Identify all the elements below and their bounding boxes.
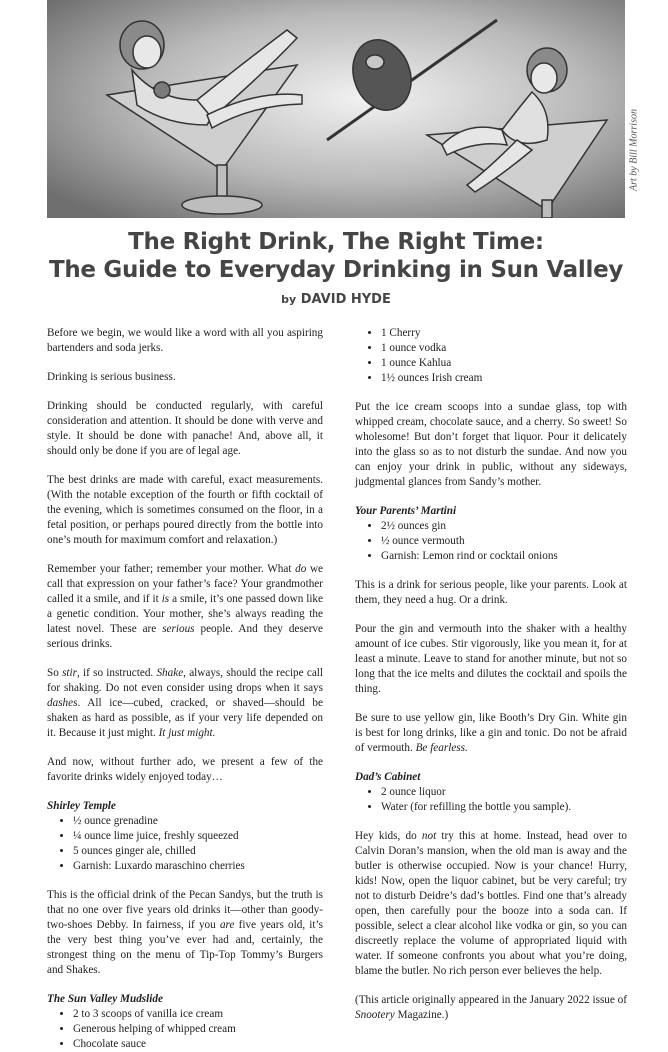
paragraph: Remember your father; remember your mother. What do we call that expression on your father’s face? Your grandmother called it a smile, and if it is a smile, it’s one passed down like a genetic condition. Your mother, she’s always reading the latest novel. These are serious people. And they deserve serious drinks.: [47, 563, 323, 650]
list-item: • 1 ounce Kahlua: [381, 356, 627, 371]
ingredient-list-shirley-temple: [47, 814, 323, 874]
paragraph: Drinking should be conducted regularly, with careful consideration and attention. It should be done with verve and style. It should be done with panache! And, above all, it should only be done if you are of legal age.: [47, 400, 323, 457]
ingredient-list-dads-cabinet: [355, 785, 627, 815]
paragraph: Pour the gin and vermouth into the shaker with a healthy amount of ice cubes. Stir vigorously, like you mean it, for at least a minute. Leave to stand for another minute, but not so long that the ice melts and dilutes the cocktail and spoils the thing.: [355, 623, 627, 695]
list-item: • 5 ounces ginger ale, chilled: [73, 844, 323, 859]
recipe-title-shirley-temple: Shirley Temple: [47, 800, 116, 812]
list-item: • Generous helping of whipped cream: [73, 1022, 323, 1037]
cocktail-illustration: [47, 0, 625, 218]
ingredient-list-mudslide-continued: [355, 326, 627, 386]
paragraph: Before we begin, we would like a word with all you aspiring bartenders and soda jerks.: [47, 327, 323, 354]
author-name: DAVID HYDE: [300, 292, 391, 307]
paragraph: This is a drink for serious people, like your parents. Look at them, they need a hug. Or a drink.: [355, 579, 627, 606]
paragraph: This is the official drink of the Pecan Sandys, but the truth is that no one over five years old drinks it—other than goody-two-shoes Debby. In fairness, if you are five years old, it’s the very best thing you’ve ever had and, certainly, the strongest thing on the menu of Tip-Top Tommy’s Burgers and Shakes.: [47, 889, 323, 976]
byline: [47, 292, 625, 307]
list-item: • Water (for refilling the bottle you sample).: [381, 800, 627, 815]
recipe-title-mudslide: The Sun Valley Mudslide: [47, 993, 163, 1005]
paragraph: Put the ice cream scoops into a sundae glass, top with whipped cream, chocolate sauce, and a cherry. So sweet! So wholesome! But don’t forget that liquor. Pour it delicately into the glass so as to not disturb the sundae. And now you can enjoy your drink in public, without any sideways, judgmental glances from Sandy’s mother.: [355, 401, 627, 488]
list-item: • Garnish: Luxardo maraschino cherries: [73, 859, 323, 874]
list-item: • ½ ounce vermouth: [381, 534, 627, 549]
list-item: • ½ ounce grenadine: [73, 814, 323, 829]
byline-by: by: [281, 293, 297, 306]
paragraph: Hey kids, do not try this at home. Instead, head over to Calvin Doran’s mansion, when the old man is away and the butler is otherwise occupied. Now is your chance! Hurry, kids! Now, open the liquor cabinet, but be very careful; try not to disturb Deidre’s dad’s bottles. Find one that’s already open, then carefully pour the booze into a soda can. If possible, select a clear alcohol like vodka or gin, so you can discreetly replace the volume of appropriated liquid with water. If someone confronts you about what you’re doing, blame the butler. No rich person ever believes the help.: [355, 830, 627, 977]
list-item: • 2½ ounces gin: [381, 519, 627, 534]
list-item: • Garnish: Lemon rind or cocktail onions: [381, 549, 627, 564]
paragraph: And now, without further ado, we present a few of the favorite drinks widely enjoyed today…: [47, 756, 323, 783]
paragraph: The best drinks are made with careful, exact measurements. (With the notable exception of the fourth or fifth cocktail of the evening, which is sometimes consumed on the floor, in a fetal position, or perhaps poured directly from the bottle into one’s mouth for maximum comfort and relaxation.): [47, 474, 323, 546]
title-line-2: The Guide to Everyday Drinking in Sun Valley: [48, 257, 624, 283]
paragraph: Drinking is serious business.: [47, 371, 176, 383]
art-credit: Art by Bill Morrison: [628, 109, 640, 191]
ingredient-list-martini: [355, 519, 627, 564]
article-title: [47, 228, 625, 284]
right-column: [355, 326, 627, 1037]
left-column: [47, 326, 323, 1052]
ingredient-list-mudslide: [47, 1007, 323, 1052]
list-item: • 2 to 3 scoops of vanilla ice cream: [73, 1007, 323, 1022]
list-item: • 1½ ounces Irish cream: [381, 371, 627, 386]
recipe-title-dads-cabinet: Dad’s Cabinet: [355, 771, 421, 783]
paragraph: Be sure to use yellow gin, like Booth’s Dry Gin. White gin is best for long drinks, like a gin and tonic. Do not be afraid of vermouth. Be fearless.: [355, 712, 627, 754]
list-item: • 1 ounce vodka: [381, 341, 627, 356]
title-line-1: The Right Drink, The Right Time:: [128, 229, 544, 255]
list-item: • 1 Cherry: [381, 326, 627, 341]
paragraph: (This article originally appeared in the January 2022 issue of Snootery Magazine.): [355, 994, 627, 1021]
paragraph: So stir, if so instructed. Shake, always, should the recipe call for shaking. Do not even consider using drops when it says dashes. All ice—cubed, cracked, or shaved—should be shaken as hard as possible, as if your very life depended on it. Because it just might. It just might.: [47, 667, 323, 739]
list-item: • 2 ounce liquor: [381, 785, 627, 800]
list-item: • Chocolate sauce: [73, 1037, 323, 1052]
list-item: • ¼ ounce lime juice, freshly squeezed: [73, 829, 323, 844]
recipe-title-martini: Your Parents’ Martini: [355, 505, 457, 517]
